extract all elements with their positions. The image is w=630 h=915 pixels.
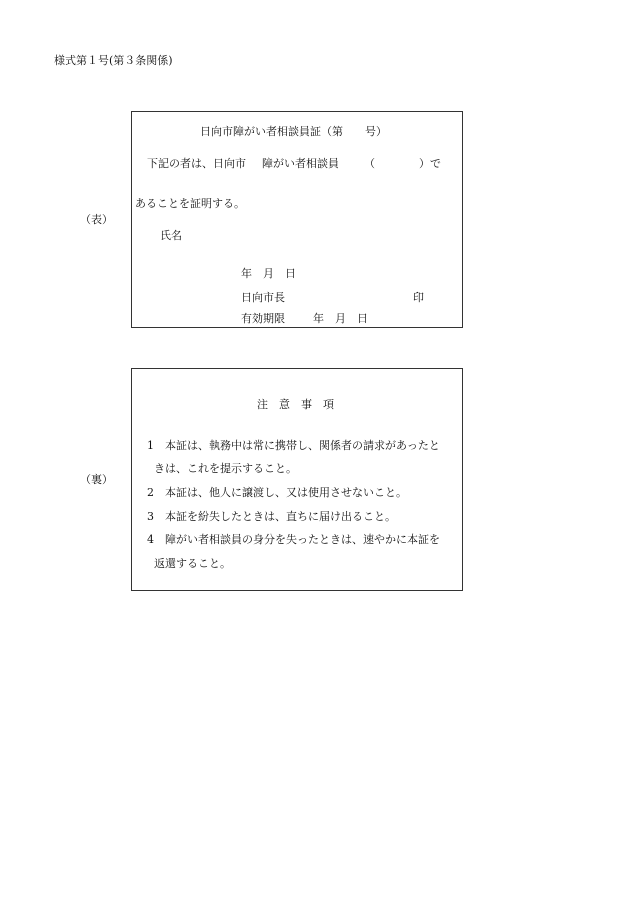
notes-item-number: 4 <box>147 533 154 546</box>
form-number: 様式第１号(第３条関係) <box>54 54 173 67</box>
seal-mark: 印 <box>413 291 424 304</box>
back-side-label: （裏） <box>80 473 113 486</box>
certification-paren-open: （ <box>364 157 375 170</box>
front-card-title: 日向市障がい者相談員証（第 号） <box>200 125 387 138</box>
notes-title: 注 意 事 項 <box>257 398 334 411</box>
back-card <box>131 368 463 591</box>
notes-item-number: 2 <box>147 486 154 499</box>
notes-item-text-continued: きは、これを提示すること。 <box>154 462 297 475</box>
certification-text-role: 障がい者相談員 <box>262 157 339 170</box>
certification-paren-close: ）で <box>419 157 441 170</box>
notes-item-text-continued: 返還すること。 <box>154 557 231 570</box>
mayor-label: 日向市長 <box>241 291 285 304</box>
validity-date: 年 月 日 <box>313 312 368 325</box>
notes-item-text: 本証は、他人に譲渡し、又は使用させないこと。 <box>165 486 407 499</box>
validity-label: 有効期限 <box>241 312 285 325</box>
notes-item-text: 障がい者相談員の身分を失ったときは、速やかに本証を <box>165 533 440 546</box>
certification-text-part2: あることを証明する。 <box>135 197 245 210</box>
certification-text-part1: 下記の者は、日向市 <box>147 157 246 170</box>
notes-item-text: 本証を紛失したときは、直ちに届け出ること。 <box>165 510 396 523</box>
notes-item-number: 1 <box>147 439 154 452</box>
issue-date: 年 月 日 <box>241 267 296 280</box>
front-side-label: （表） <box>80 213 113 226</box>
name-label: 氏名 <box>160 229 182 242</box>
notes-item-number: 3 <box>147 510 154 523</box>
notes-item-text: 本証は、執務中は常に携帯し、関係者の請求があったと <box>165 439 440 452</box>
front-card <box>131 111 463 328</box>
